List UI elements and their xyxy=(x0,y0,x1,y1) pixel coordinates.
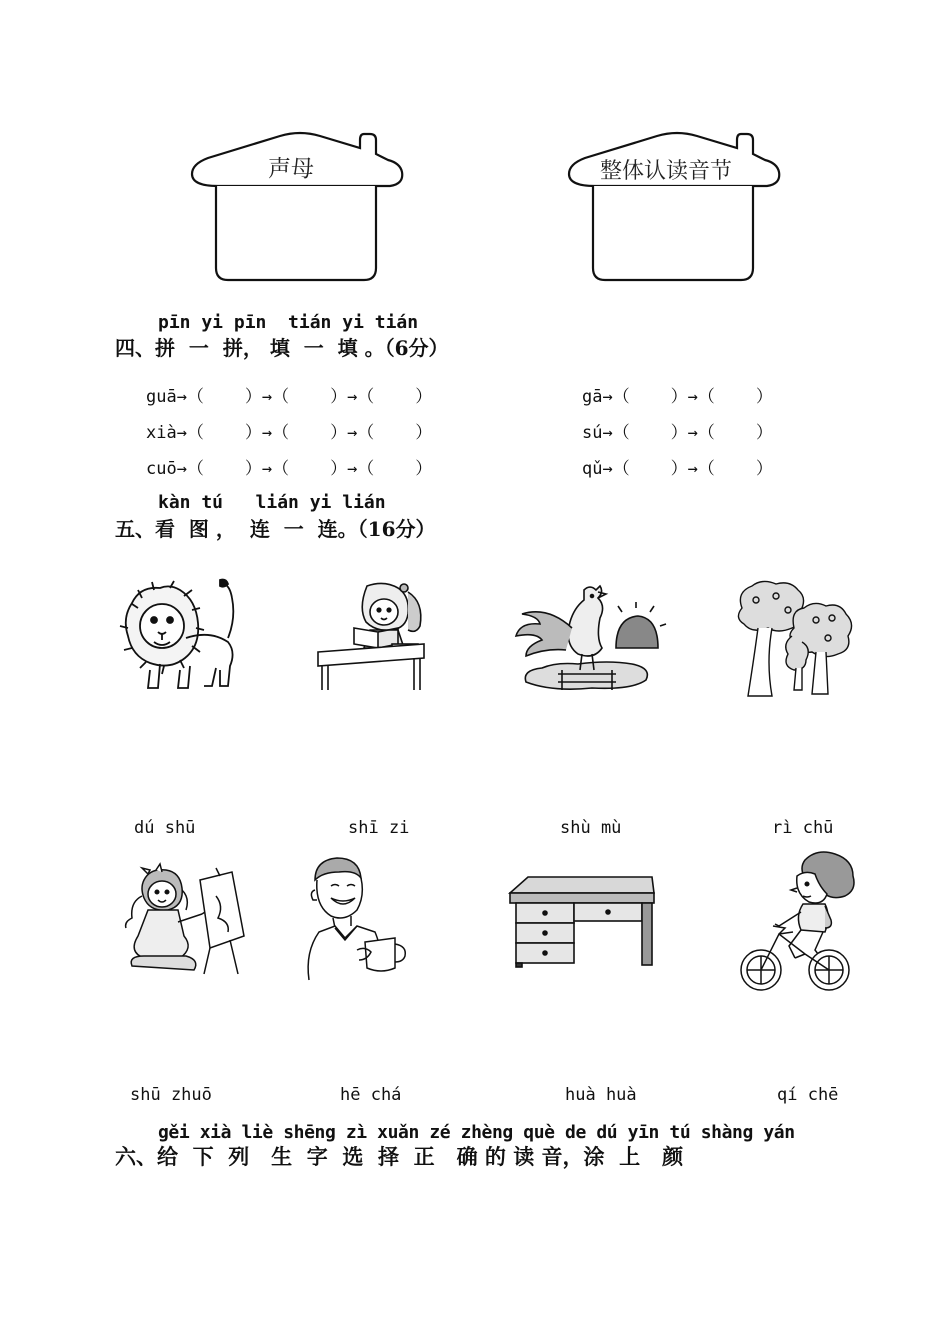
section4-row-left-2: xià→（ ）→（ ）→（ ） xyxy=(146,423,433,443)
row-start: gā xyxy=(582,387,603,407)
girl-painting-icon xyxy=(120,866,250,976)
trees-icon xyxy=(732,578,860,700)
desk-icon xyxy=(508,875,658,970)
row-start: sú xyxy=(582,423,603,443)
section5-pinyin: kàn tú lián yi lián xyxy=(158,492,386,513)
label-row1-3: shù mù xyxy=(560,818,622,838)
row-start: xià xyxy=(146,423,177,443)
section4-row-left-3: cuō→（ ）→（ ）→（ ） xyxy=(146,459,433,479)
label-row1-1: dú shū xyxy=(134,818,196,838)
section4-row-left-1: guā→（ ）→（ ）→（ ） xyxy=(146,387,433,407)
section4-row-right-1: gā→（ ）→（ ） xyxy=(582,387,773,407)
row-start: qǔ xyxy=(582,459,603,479)
house-initials-label: 声母 xyxy=(268,156,314,182)
lion-icon xyxy=(120,578,245,698)
section4-heading: 四、拼 一 拼， 填 一 填 。（6分） xyxy=(115,336,449,360)
label-row1-2: shī zi xyxy=(348,818,410,838)
house-whole-syllables-label: 整体认读音节 xyxy=(600,159,733,184)
boy-riding-bike-icon xyxy=(735,850,860,995)
label-row2-4: qí chē xyxy=(777,1085,839,1105)
label-row2-1: shū zhuō xyxy=(130,1085,212,1105)
house-whole-syllables xyxy=(567,128,782,288)
section6-heading: 六、给 下 列 生 字 选 择 正 确 的 读 音，涂 上 颜 xyxy=(115,1144,684,1169)
label-row2-2: hē chá xyxy=(340,1085,402,1105)
section4-row-right-3: qǔ→（ ）→（ ） xyxy=(582,459,773,479)
label-row2-3: huà huà xyxy=(565,1085,637,1105)
section6-pinyin: gěi xià liè shēng zì xuǎn zé zhèng què de dú yīn tú shàng yán xyxy=(158,1122,795,1143)
section5-heading: 五、看 图 ， 连 一 连。（16分） xyxy=(115,517,436,541)
girl-reading-icon xyxy=(312,578,432,693)
section4-pinyin: pīn yi pīn tián yi tián xyxy=(158,312,419,333)
row-start: cuō xyxy=(146,459,177,479)
row-start: guā xyxy=(146,387,177,407)
rooster-sunrise-icon xyxy=(512,578,662,698)
label-row1-4: rì chū xyxy=(772,818,834,838)
boy-drinking-tea-icon xyxy=(305,856,410,984)
section4-row-right-2: sú→（ ）→（ ） xyxy=(582,423,773,443)
